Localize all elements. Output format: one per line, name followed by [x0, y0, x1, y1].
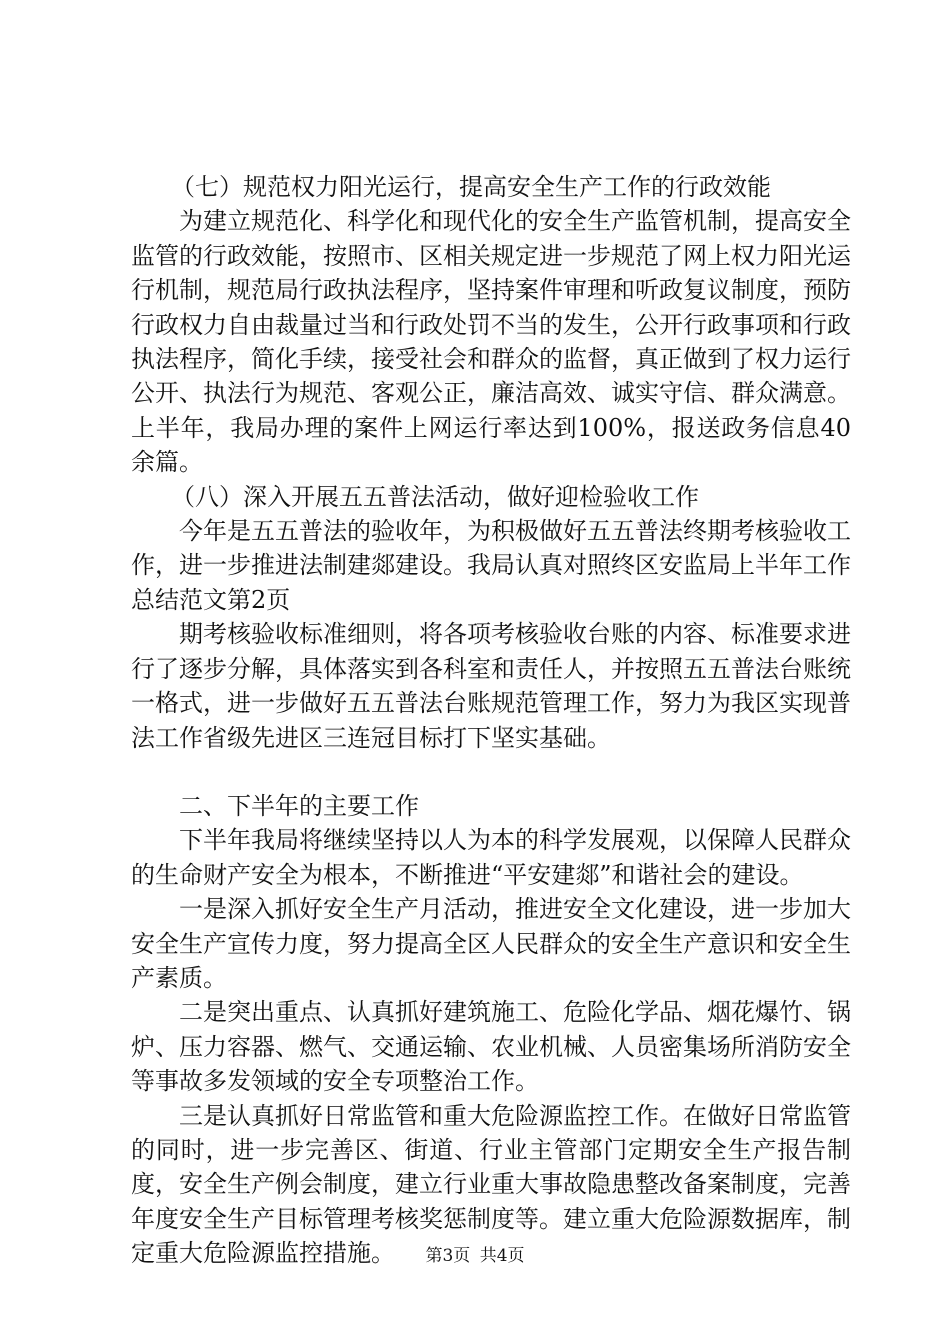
- paragraph-seven: 为建立规范化、科学化和现代化的安全生产监管机制，提高安全监管的行政效能，按照市、区相关规定进一步规范了网上权力阳光运行机制，规范局行政执法程序，坚持案件审理和听政复议制度，预防行政权力自由裁量过当和行政处罚不当的发生，公开行政事项和行政执法程序，简化手续，接受社会和群众的监督，真正做到了权力运行公开、执法行为规范、客观公正，廉洁高效、诚实守信、群众满意。上半年，我局办理的案件上网运行率达到100%，报送政务信息40余篇。: [131, 207, 851, 477]
- paragraph-item-one: 一是深入抓好安全生产月活动，推进安全文化建设，进一步加大安全生产宣传力度，努力提高全区人民群众的安全生产意识和安全生产素质。: [131, 895, 851, 992]
- page-footer: [0, 1244, 950, 1268]
- page-number: 第3页: [425, 1246, 471, 1266]
- paragraph-eight-a: 今年是五五普法的验收年，为积极做好五五普法终期考核验收工作，进一步推进法制建郯建设。我局认真对照终区安监局上半年工作总结范文第2页: [131, 517, 851, 614]
- paragraph-intro: 下半年我局将继续坚持以人为本的科学发展观，以保障人民群众的生命财产安全为根本，不断推进“平安建郯”和谐社会的建设。: [131, 826, 851, 889]
- document-body: [131, 170, 851, 1271]
- section-heading-two: 二、下半年的主要工作: [179, 791, 419, 820]
- subheading-eight: （八）深入开展五五普法活动，做好迎检验收工作: [171, 482, 699, 511]
- paragraph-item-three: 三是认真抓好日常监管和重大危险源监控工作。在做好日常监管的同时，进一步完善区、街道、行业主管部门定期安全生产报告制度，安全生产例会制度，建立行业重大事故隐患整改备案制度，完善年度安全生产目标管理考核奖惩制度等。建立重大危险源数据库，制定重大危险源监控措施。: [131, 1101, 851, 1268]
- paragraph-item-two: 二是突出重点、认真抓好建筑施工、危险化学品、烟花爆竹、锅炉、压力容器、燃气、交通运输、农业机械、人员密集场所消防安全等事故多发领域的安全专项整治工作。: [131, 998, 851, 1096]
- paragraph-eight-b: 期考核验收标准细则，将各项考核验收台账的内容、标准要求进行了逐步分解，具体落实到各科室和责任人，并按照五五普法台账统一格式，进一步做好五五普法台账规范管理工作，努力为我区实现普法工作省级先进区三连冠目标打下坚实基础。: [131, 620, 851, 752]
- page-total: 共4页: [479, 1246, 525, 1266]
- subheading-seven: （七）规范权力阳光运行，提高安全生产工作的行政效能: [171, 173, 771, 201]
